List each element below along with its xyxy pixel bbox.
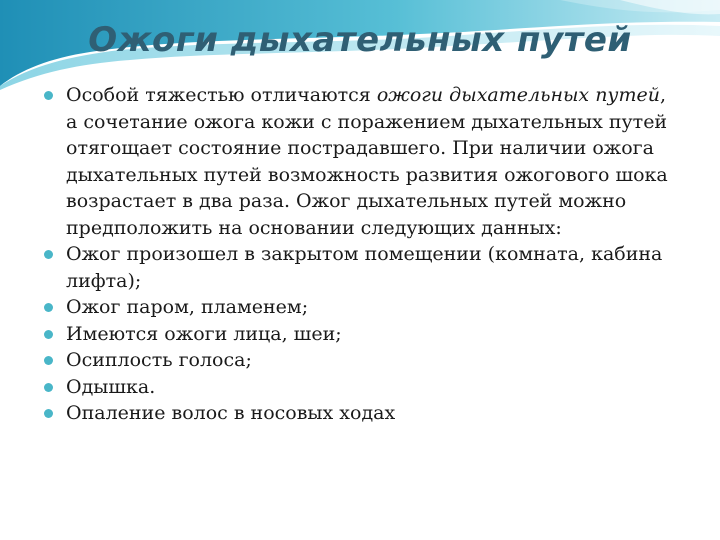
list-item	[20, 321, 670, 348]
slide-title: Ожоги дыхательных путей	[88, 20, 632, 60]
list-item-text: Ожог паром, пламенем;	[66, 296, 309, 318]
list-item	[20, 374, 670, 401]
list-item	[20, 241, 670, 294]
bullet-icon	[44, 303, 53, 312]
list-item-text: Ожог произошел в закрытом помещении (комната, кабина лифта);	[66, 243, 663, 292]
intro-text-italic: ожоги дыхательных путей	[376, 84, 660, 106]
list-item-text: Осиплость голоса;	[66, 349, 252, 371]
list-item	[20, 347, 670, 374]
list-item-text: Опаление волос в носовых ходах	[66, 402, 396, 424]
bullet-icon	[44, 330, 53, 339]
list-item	[20, 82, 670, 241]
bullet-icon	[44, 383, 53, 392]
list-item-text: Одышка.	[66, 375, 156, 398]
bullet-icon	[44, 91, 53, 100]
intro-text-part1: Особой тяжестью отличаются	[66, 84, 377, 106]
bullet-icon	[44, 409, 53, 418]
list-item	[20, 294, 670, 321]
list-item	[20, 400, 670, 427]
intro-text-part2: , а сочетание ожога кожи с поражением дыхательных путей отягощает состояние пострадавшего. При наличии ожога дыхательных путей возможность развития ожогового шока возрастает в два раза. Ожог дыхательных путей можно предположить на основании следующих данных:	[66, 84, 668, 239]
list-item-text: Имеются ожоги лица, шеи;	[66, 322, 342, 345]
bullet-icon	[44, 250, 53, 259]
bullet-list	[20, 82, 670, 427]
bullet-icon	[44, 356, 53, 365]
